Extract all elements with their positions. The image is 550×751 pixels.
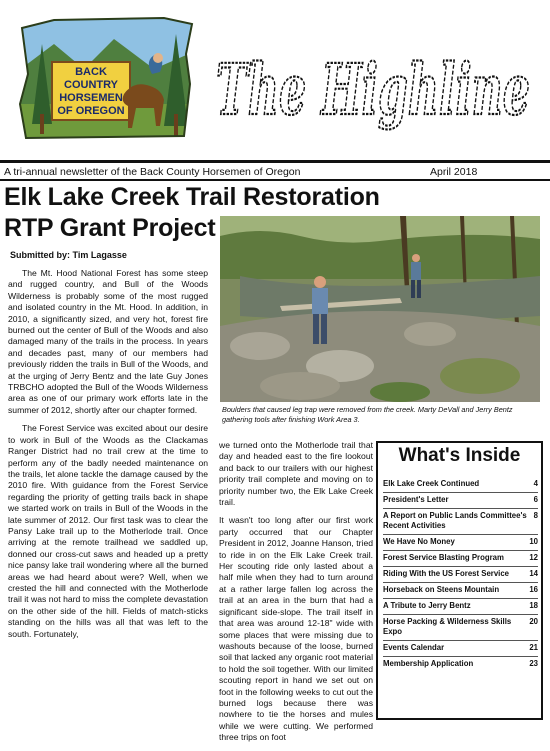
creek-photo [220,216,540,402]
tagline: A tri-annual newsletter of the Back County Horsemen of Oregon [4,166,301,178]
toc-item[interactable] [383,551,538,567]
toc-item-label: A Report on Public Lands Committee's Recent Activities [383,511,527,530]
masthead-rule-bottom [0,179,550,181]
bcho-logo [14,14,200,142]
paragraph: It wasn't too long after our first work party occurred that our Chapter President in 2012, Joanne Hanson, tried to ride in on the Elk Lake Creek trail. Her scouting ride only lasted about a half mile when they had to turn around at a rather large fallen log across the trail at an area in the burn that had a significant side-slope. The trail itself in that area was around 12-18" wide with some places that were missing due to washouts because of the loose, burned soil that lacked any organic root material to hold the soil together. With our limited scouting report in hand we set out on foot in the following weeks to cut out the burned logs because there was nowhere to tie the horses and mules while we were cutting. We performed three trips on foot [219,515,373,743]
article-column-1 [8,268,208,647]
toc-item[interactable] [383,535,538,551]
toc-item-page: 21 [529,643,538,652]
toc-item-label: We Have No Money [383,537,455,546]
logo-text-4: OF OREGON [57,105,125,117]
toc-item-page: 4 [533,479,538,488]
toc-item-page: 6 [533,495,538,504]
toc-item-label: Horse Packing & Wilderness Skills Expo [383,617,512,636]
toc-item[interactable] [383,509,538,535]
whats-inside-box [376,441,543,720]
logo-text-3: HORSEMEN [59,92,123,104]
paragraph: The Mt. Hood National Forest has some steep and rugged country, and Bull of the Woods Wilderness is probably some of the most rugged and isolated country in the Mt. Hood. In addition, in 2010, a significantly sized, and very hot, forest fire burned out the center of Bull of the Woods and also damaged many of the trails in the process. In years and decades past, many of our members had previously ridden the trails in Bull of the Woods, and at the urging of Jerry Bentz and the late Guy Jones TRBCHO adopted the Bull of the Woods Wilderness area as one of our primary work efforts late in the summer of 2012, shortly after our chapter formed. [8,268,208,415]
toc-item[interactable] [383,583,538,599]
toc-item-page: 20 [529,617,538,626]
toc-item[interactable] [383,657,538,672]
toc-item[interactable] [383,641,538,657]
masthead-rule-top [0,160,550,163]
toc-item[interactable] [383,599,538,615]
toc-item-label: Membership Application [383,659,474,668]
toc-item-page: 14 [529,569,538,578]
paragraph: we turned onto the Motherlode trail that day and headed east to the fire lookout and back to our trailers with our highest priority trail complete and moving on to priority number two, the Elk Lake Creek trail. [219,440,373,508]
toc-item[interactable] [383,493,538,509]
toc-item-label: Horseback on Steens Mountain [383,585,500,594]
logo-text-2: COUNTRY [64,79,118,91]
article-column-2 [219,440,373,751]
headline-line-2: RTP Grant Project [4,214,216,242]
headline-line-1: Elk Lake Creek Trail Restoration [4,183,380,211]
paragraph: The Forest Service was excited about our desire to work in Bull of the Woods as the Clackamas Ranger District had no trail crew at the time to perform any of the badly needed maintenance on the trails, let alone tackle the damage caused by the 2010 fire. With guidance from the Forest Service regarding the priority of getting trails back in shape we started work on trails in Bull of the Woods in the late summer of 2012. Our first task was to clear the Pansy Lake trail up to the Motherlode trail. Once arriving at the remote trailhead we saddled up, donned our cross-cut saws and headed up a pretty nice pansy lake trail wondering where all the burned areas we had heard about were? Well, when we crested the hill and connected with the Motherlode trail it was not hard to miss the complete devastation on the other side of the hill. Fields of match-sticks standing on the hills was all that was left to the south. Fortunately, [8,423,208,639]
photo-caption: Boulders that caused leg trap were removed from the creek. Marty DeVall and Jerry Bentz gathering tools after finishing Work Area 3. [222,405,513,424]
logo-text-1: BACK [75,66,107,78]
toc-item-label: A Tribute to Jerry Bentz [383,601,471,610]
toc-item-page: 23 [529,659,538,668]
issue-date: April 2018 [430,166,478,178]
toc-item-label: Events Calendar [383,643,445,652]
toc-item-page: 12 [529,553,538,562]
toc-item[interactable] [383,567,538,583]
toc-item-page: 8 [533,511,538,520]
toc-item[interactable] [383,615,538,641]
title-text: The Highline [216,48,530,131]
toc-item-page: 10 [529,537,538,546]
toc-list [383,477,538,672]
toc-item-page: 16 [529,585,538,594]
byline: Submitted by: Tim Lagasse [10,250,127,260]
newsletter-title [208,14,538,148]
toc-item-label: President's Letter [383,495,449,504]
toc-item-page: 18 [529,601,538,610]
toc-item[interactable] [383,477,538,493]
toc-title: What's Inside [398,445,521,466]
toc-item-label: Forest Service Blasting Program [383,553,504,562]
toc-item-label: Riding With the US Forest Service [383,569,509,578]
toc-item-label: Elk Lake Creek Continued [383,479,480,488]
